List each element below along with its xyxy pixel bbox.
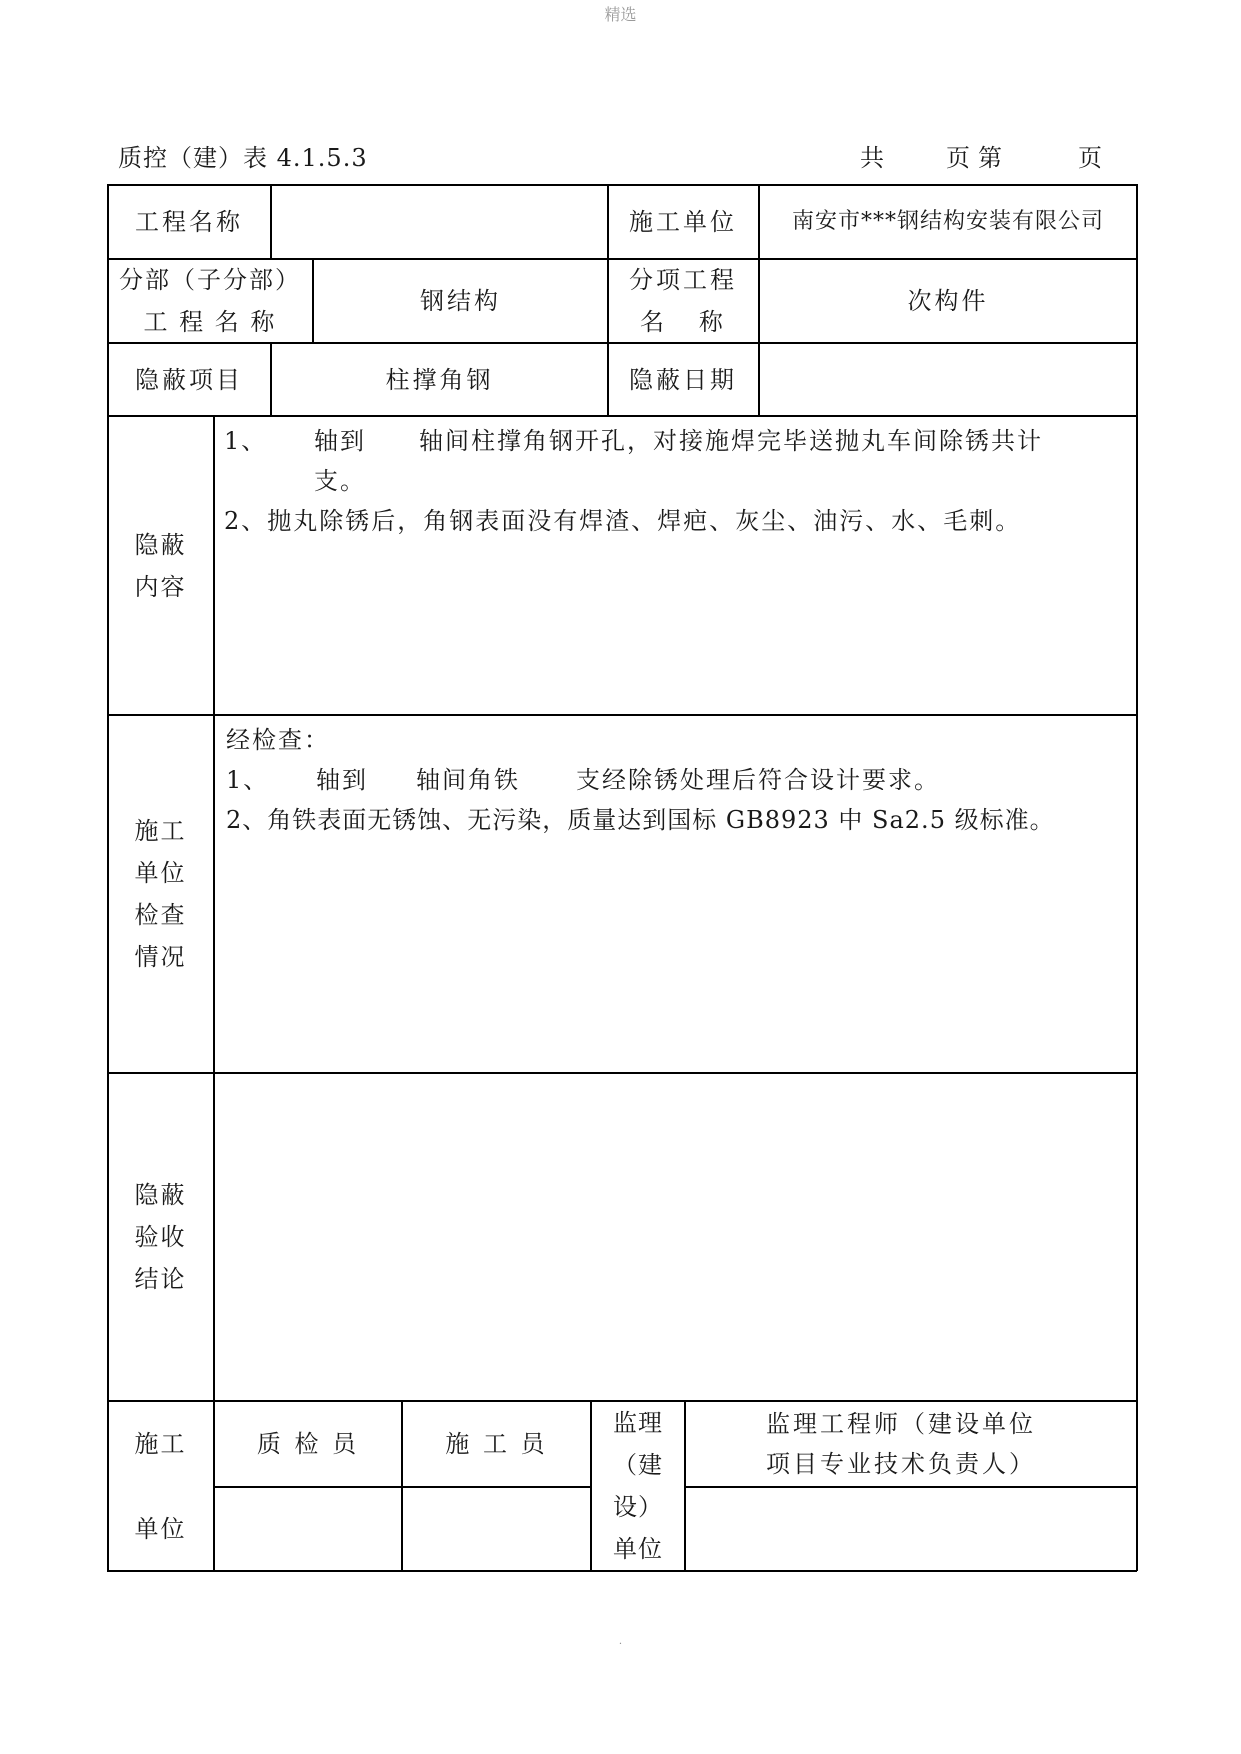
label-line: 监理 xyxy=(613,1409,663,1437)
label-line: 设） xyxy=(613,1493,663,1521)
item-label xyxy=(608,260,758,342)
content-fragment: 轴到 xyxy=(314,427,366,455)
hidden-content-text xyxy=(224,421,1129,541)
page-unit: 页 xyxy=(1078,144,1102,172)
hidden-item-value[interactable]: 柱撑角钢 xyxy=(385,365,494,394)
inspection-label xyxy=(108,716,213,1072)
watermark: 精选 xyxy=(604,5,637,24)
label-line: （建 xyxy=(613,1451,663,1479)
page-current-label: 第 xyxy=(978,144,1002,172)
label-line: 项目专业技术负责人） xyxy=(766,1450,1036,1478)
label-line: 验收 xyxy=(134,1223,187,1251)
page-unit: 页 xyxy=(946,144,970,172)
list-number: 1、 xyxy=(226,766,270,794)
item-label-line: 分项工程 xyxy=(629,266,737,294)
label-line: 施工 xyxy=(134,817,187,845)
label-line: 单位 xyxy=(134,859,187,887)
label-line: 隐蔽 xyxy=(134,1181,187,1209)
content-fragment: 轴间角铁 xyxy=(416,766,520,794)
project-name-value[interactable] xyxy=(272,185,607,258)
builder-label: 施 工 员 xyxy=(445,1430,548,1458)
content-fragment: 支。 xyxy=(314,467,366,495)
project-name-label: 工程名称 xyxy=(135,207,243,236)
hidden-item-label: 隐蔽项目 xyxy=(135,365,243,394)
hidden-date-value[interactable] xyxy=(760,344,1136,415)
supervision-label xyxy=(592,1402,684,1570)
engineer-signature-field[interactable] xyxy=(686,1488,1136,1570)
builder-signature-field[interactable] xyxy=(403,1488,590,1570)
label-line: 结论 xyxy=(134,1265,187,1293)
content-fragment: 轴到 xyxy=(316,766,368,794)
form-code: 质控（建）表 4.1.5.3 xyxy=(118,144,368,172)
conclusion-label xyxy=(108,1074,213,1400)
item-value[interactable]: 次构件 xyxy=(907,287,989,315)
label-line: 监理工程师（建设单位 xyxy=(766,1410,1036,1438)
footer-mark: . xyxy=(618,1636,623,1647)
signature-contractor-label: 施工 xyxy=(134,1430,187,1458)
signature-contractor-label: 单位 xyxy=(134,1515,187,1543)
contractor-label: 施工单位 xyxy=(629,207,737,236)
division-label-line: 分部（子分部） xyxy=(119,266,301,294)
label-line: 隐蔽 xyxy=(134,530,187,559)
page-total-label: 共 xyxy=(860,144,884,172)
inspection-text xyxy=(226,720,1131,840)
content-line: 2、抛丸除锈后，角钢表面没有焊渣、焊疤、灰尘、油污、水、毛刺。 xyxy=(224,507,1022,535)
content-line: 2、角铁表面无锈蚀、无污染，质量达到国标 GB8923 中 Sa2.5 级标准。 xyxy=(226,806,1055,834)
list-number: 1、 xyxy=(224,427,268,455)
content-line: 经检查： xyxy=(226,726,330,754)
hidden-date-label: 隐蔽日期 xyxy=(629,365,737,394)
contractor-value[interactable]: 南安市***钢结构安装有限公司 xyxy=(791,209,1104,234)
content-fragment: 轴间柱撑角钢开孔，对接施焊完毕送抛丸车间除锈共计 xyxy=(419,427,1043,455)
qc-label: 质 检 员 xyxy=(256,1430,360,1458)
label-line: 内容 xyxy=(134,572,187,601)
qc-signature-field[interactable] xyxy=(215,1488,401,1570)
division-label xyxy=(108,260,312,342)
content-fragment: 支经除锈处理后符合设计要求。 xyxy=(576,766,940,794)
label-line: 单位 xyxy=(613,1535,663,1563)
label-line: 情况 xyxy=(134,943,187,971)
hidden-content-label xyxy=(108,417,213,714)
engineer-label xyxy=(686,1402,1136,1486)
item-label-line: 名 称 xyxy=(640,308,726,336)
division-value[interactable]: 钢结构 xyxy=(420,287,501,315)
division-label-line: 工 程 名 称 xyxy=(143,308,277,336)
label-line: 检查 xyxy=(134,901,187,929)
